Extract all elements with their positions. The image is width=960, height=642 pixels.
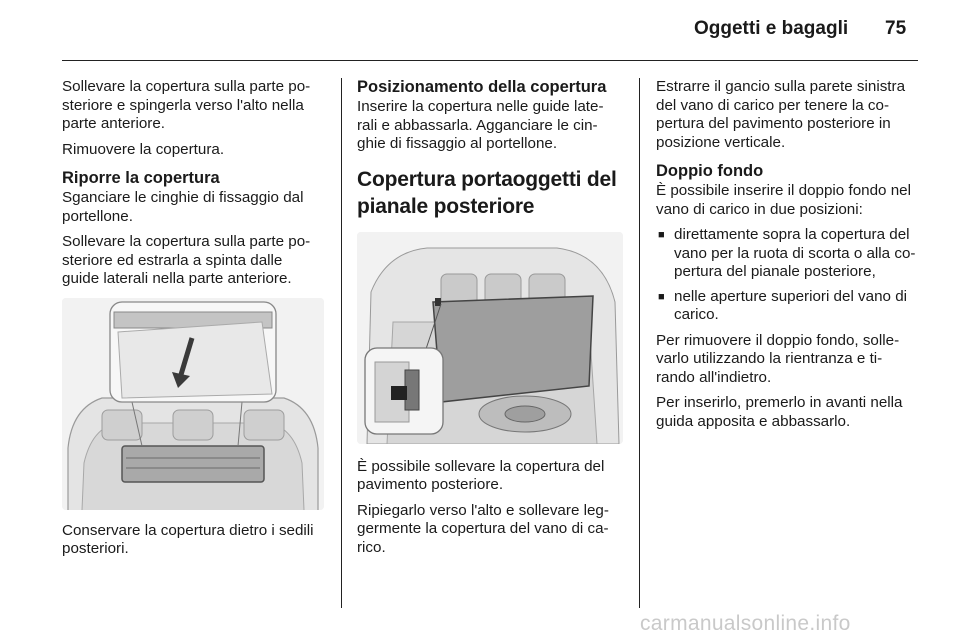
column-3 (656, 78, 922, 438)
paragraph: È possibile sollevare la copertura del pavimento posteriore. (357, 457, 605, 493)
heading-posizionamento: Posizionamento della copertura (357, 78, 607, 96)
heading-riporre: Riporre la copertura (62, 169, 220, 187)
header-title: Oggetti e bagagli (694, 18, 849, 39)
section-heading: Copertura portaoggetti del pianale posteriore (357, 167, 617, 218)
list-item-text: direttamente sopra la copertura del vano per la ruota di scorta o alla co- pertura del pianale posteriore, (674, 226, 916, 280)
column-1 (62, 78, 324, 566)
bullet-square-icon: ■ (658, 229, 665, 241)
paragraph: Conservare la copertura dietro i sedili posteriori. (62, 521, 314, 557)
heading-doppio-fondo: Doppio fondo (656, 162, 764, 180)
header-rule (62, 60, 918, 61)
watermark: carmanualsonline.info (640, 612, 851, 635)
paragraph: È possibile inserire il doppio fondo nel vano di carico in due posizioni: (656, 182, 911, 218)
paragraph: Per inserirlo, premerlo in avanti nella guida apposita e abbassarlo. (656, 394, 903, 430)
rear-floor-cover-illustration (357, 232, 623, 444)
column-2 (357, 78, 623, 564)
paragraph: Inserire la copertura nelle guide late- rali e abbassarla. Agganciare le cin- ghie di fissaggio al portellone. (357, 98, 604, 152)
list-item-text: nelle aperture superiori del vano di carico. (674, 287, 908, 323)
column-divider-2 (639, 78, 640, 608)
list-item (656, 288, 922, 325)
paragraph: Ripiegarlo verso l'alto e sollevare leg- germente la copertura del vano di ca- rico. (357, 501, 609, 556)
paragraph: Per rimuovere il doppio fondo, solle- varlo utilizzando la rientranza e ti- rando all'indietro. (656, 331, 900, 386)
paragraph: Sganciare le cinghie di fissaggio dal portellone. (62, 189, 304, 225)
page-number: 75 (885, 18, 907, 39)
column-divider-1 (341, 78, 342, 608)
list-item (656, 226, 922, 282)
paragraph: Rimuovere la copertura. (62, 140, 225, 158)
paragraph: Sollevare la copertura sulla parte po- steriore ed estrarla a spinta dalle guide laterali nella parte anteriore. (62, 233, 311, 287)
position-list (656, 226, 922, 325)
paragraph: Sollevare la copertura sulla parte po- steriore e spingerla verso l'alto nella parte anteriore. (62, 78, 311, 132)
paragraph: Estrarre il gancio sulla parete sinistra del vano di carico per tenere la co- pertura del pavimento posteriore in posizione verticale. (656, 78, 906, 151)
bullet-square-icon: ■ (658, 290, 665, 303)
cover-removal-illustration (62, 298, 324, 510)
